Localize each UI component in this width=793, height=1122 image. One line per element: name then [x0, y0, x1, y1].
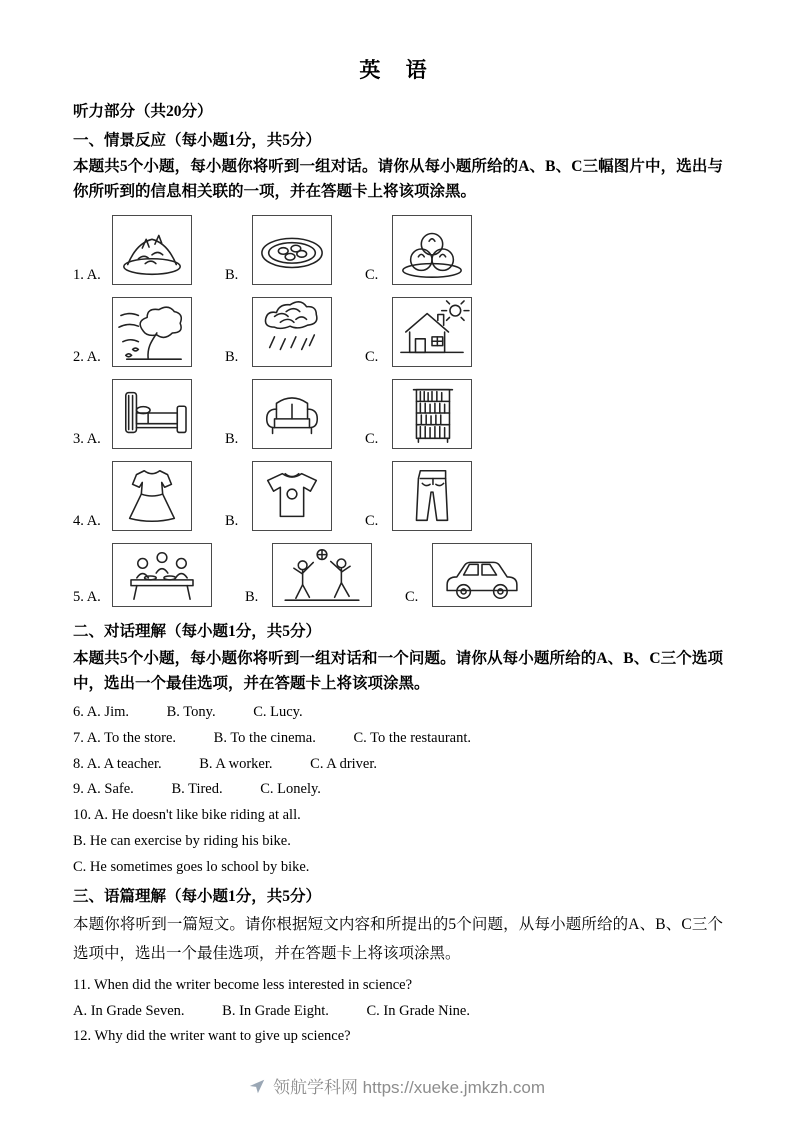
question-6: [73, 700, 723, 726]
part2-instructions: 本题共5个小题，每小题你将听到一组对话和一个问题。请你从每小题所给的A、B、C三个选项中，选出一个最佳选项，并在答题卡上将该项涂黑。: [73, 649, 723, 692]
picture-question-row-3: [73, 379, 723, 449]
option-b-label: B.: [225, 431, 239, 448]
windy-tree-icon: [112, 297, 192, 367]
dress-icon: [112, 461, 192, 531]
question-10-option-b: B. He can exercise by riding his bike.: [73, 832, 291, 849]
plate-of-eggs-icon: [252, 215, 332, 285]
option-b-label: B.: [225, 513, 239, 530]
picture-question-row-4: [73, 461, 723, 531]
question-8-option-b: B. A worker.: [199, 755, 273, 772]
option-c-label: C.: [365, 349, 379, 366]
question-7: [73, 726, 723, 752]
question-6-option-b: B. Tony.: [166, 703, 216, 720]
question-7-option-a: 7. A. To the store.: [73, 729, 177, 746]
part1-instructions: 本题共5个小题，每小题你将听到一组对话。请你从每小题所给的A、B、C三幅图片中，选出与你所听到的信息相关联的一项，并在答题卡上将该项涂黑。: [73, 158, 723, 201]
sunny-house-icon: [392, 297, 472, 367]
dish-of-food-icon: [112, 215, 192, 285]
watermark-text: 领航学科网 https://xueke.jmkzh.com: [272, 1078, 546, 1097]
picture-question-row-5: [73, 543, 723, 607]
kids-playing-ball-icon: [272, 543, 372, 607]
question-7-option-c: C. To the restaurant.: [353, 729, 472, 746]
question-12: 12. Why did the writer want to give up science?: [73, 1028, 351, 1045]
question-6-option-a: 6. A. Jim.: [73, 703, 129, 720]
question-9: [73, 777, 723, 803]
question-4-label: 4. A.: [73, 513, 101, 530]
armchair-icon: [252, 379, 332, 449]
question-8-option-c: C. A driver.: [310, 755, 378, 772]
part2-heading: 二、对话理解（每小题1分，共5分）: [73, 623, 322, 641]
question-1-label: 1. A.: [73, 267, 101, 284]
question-2-label: 2. A.: [73, 349, 101, 366]
question-11-options: [73, 999, 723, 1025]
question-11-option-b: B. In Grade Eight.: [222, 1002, 329, 1019]
question-11-option-a: A. In Grade Seven.: [73, 1002, 185, 1019]
bed-icon: [112, 379, 192, 449]
car-icon: [432, 543, 532, 607]
question-6-option-c: C. Lucy.: [253, 703, 303, 720]
question-5-label: 5. A.: [73, 589, 101, 606]
picture-question-row-2: [73, 297, 723, 367]
listening-section-header: 听力部分（共20分）: [73, 103, 213, 120]
trousers-icon: [392, 461, 472, 531]
question-3-label: 3. A.: [73, 431, 101, 448]
site-logo-icon: [248, 1077, 266, 1095]
option-b-label: B.: [225, 349, 239, 366]
option-b-label: B.: [245, 589, 259, 606]
question-11-option-c: C. In Grade Nine.: [366, 1002, 470, 1019]
part3-heading: 三、语篇理解（每小题1分，共5分）: [73, 887, 322, 905]
page-title: 英 语: [359, 58, 437, 82]
t-shirt-icon: [252, 461, 332, 531]
question-9-option-c: C. Lonely.: [260, 781, 321, 798]
question-10-option-c: C. He sometimes goes lo school by bike.: [73, 858, 310, 875]
question-8: [73, 752, 723, 778]
bookshelf-icon: [392, 379, 472, 449]
question-10-option-a: 10. A. He doesn't like bike riding at all.: [73, 807, 301, 824]
part1-heading: 一、情景反应（每小题1分，共5分）: [73, 131, 322, 149]
picture-question-row-1: [73, 215, 723, 285]
part3-instructions: 本题你将听到一篇短文。请你根据短文内容和所提出的5个问题，从每小题所给的A、B、C三个选项中，选出一个最佳选项，并在答题卡上将该项涂黑。: [73, 915, 723, 963]
steamed-buns-icon: [392, 215, 472, 285]
option-c-label: C.: [365, 513, 379, 530]
option-c-label: C.: [365, 267, 379, 284]
question-9-option-a: 9. A. Safe.: [73, 781, 134, 798]
option-c-label: C.: [405, 589, 419, 606]
question-9-option-b: B. Tired.: [171, 781, 223, 798]
question-7-option-b: B. To the cinema.: [213, 729, 316, 746]
family-dinner-icon: [112, 543, 212, 607]
option-b-label: B.: [225, 267, 239, 284]
rain-cloud-icon: [252, 297, 332, 367]
question-8-option-a: 8. A. A teacher.: [73, 755, 162, 772]
watermark-footer: [0, 1073, 793, 1098]
option-c-label: C.: [365, 431, 379, 448]
question-11: 11. When did the writer become less interested in science?: [73, 976, 413, 993]
